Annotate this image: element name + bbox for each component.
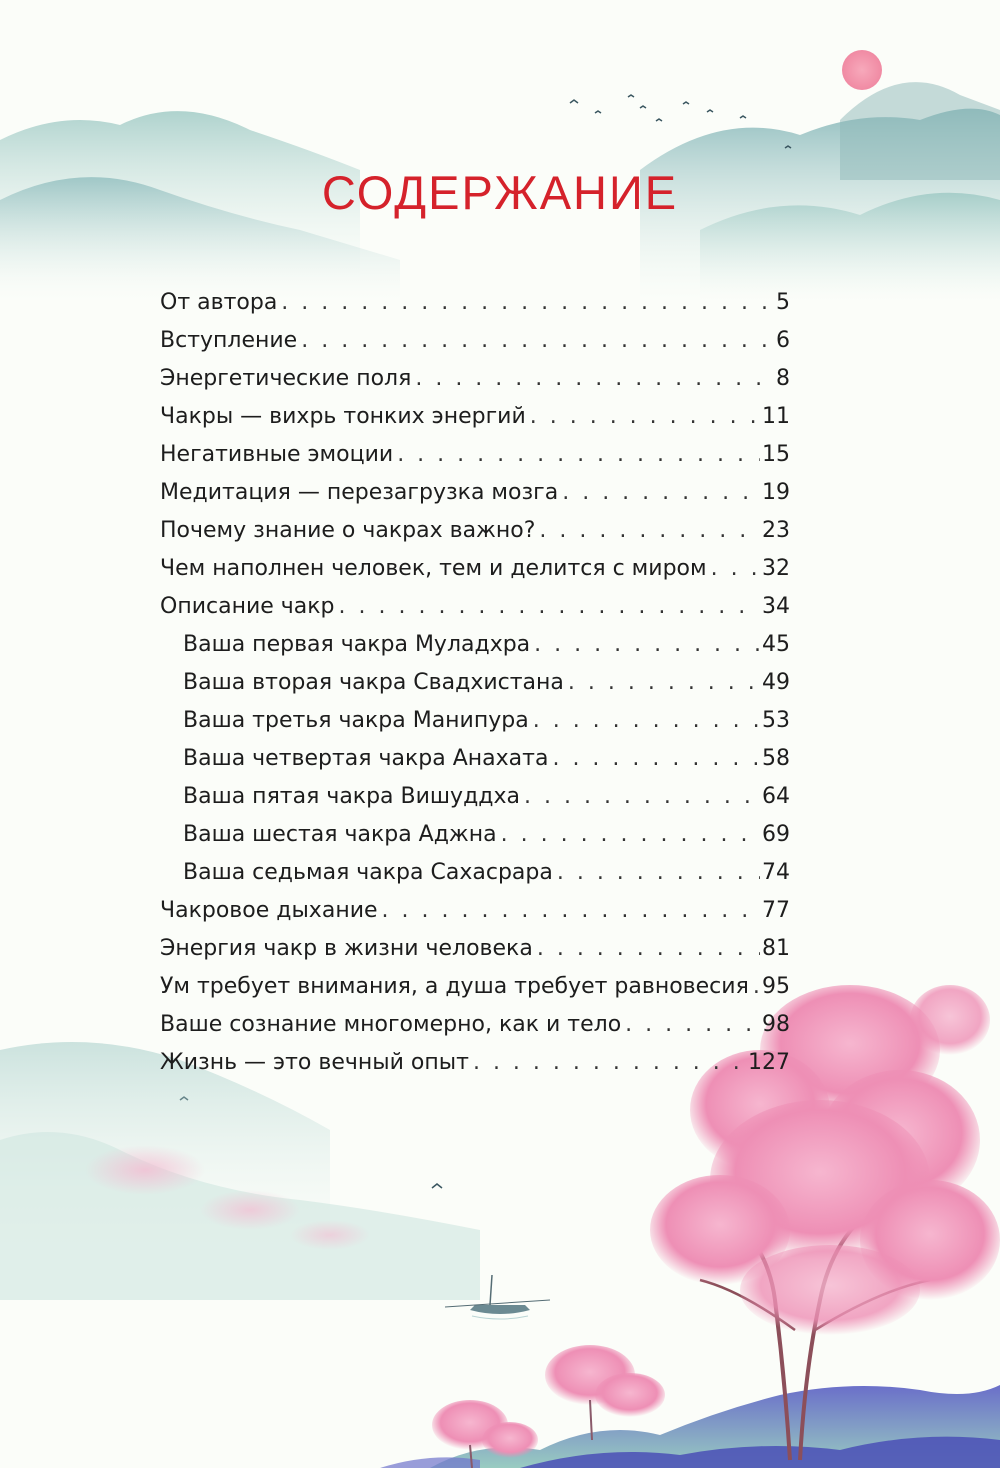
sun-shape bbox=[842, 50, 882, 90]
toc-entry[interactable] bbox=[160, 366, 790, 404]
dot-leader bbox=[625, 1012, 760, 1037]
toc-entry-page-number: 23 bbox=[762, 518, 790, 543]
dot-leader bbox=[415, 366, 774, 391]
toc-entry[interactable] bbox=[160, 860, 790, 898]
toc-entry[interactable] bbox=[160, 594, 790, 632]
dot-leader bbox=[552, 746, 760, 771]
dot-leader bbox=[530, 404, 760, 429]
toc-entry-label: Вступление bbox=[160, 328, 298, 353]
toc-entry-label: Ваша пятая чакра Вишуддха bbox=[183, 784, 520, 809]
dot-leader bbox=[711, 556, 760, 581]
toc-entry[interactable] bbox=[160, 1050, 790, 1088]
toc-entry[interactable] bbox=[160, 556, 790, 594]
dot-leader bbox=[534, 632, 760, 657]
table-of-contents bbox=[160, 290, 790, 1088]
toc-entry-page-number: 6 bbox=[776, 328, 790, 353]
toc-entry[interactable] bbox=[160, 518, 790, 556]
dot-leader bbox=[557, 860, 760, 885]
toc-entry[interactable] bbox=[160, 404, 790, 442]
toc-entry-page-number: 127 bbox=[748, 1050, 790, 1075]
toc-entry-page-number: 11 bbox=[762, 404, 790, 429]
dot-leader bbox=[562, 480, 760, 505]
page-title: СОДЕРЖАНИЕ bbox=[321, 166, 679, 219]
dot-leader bbox=[397, 442, 760, 467]
dot-leader bbox=[524, 784, 760, 809]
toc-entry[interactable] bbox=[160, 290, 790, 328]
toc-entry-label: Ваша вторая чакра Свадхистана bbox=[183, 670, 564, 695]
toc-entry-page-number: 81 bbox=[762, 936, 790, 961]
toc-entry-page-number: 77 bbox=[762, 898, 790, 923]
toc-entry[interactable] bbox=[160, 708, 790, 746]
toc-entry[interactable] bbox=[160, 442, 790, 480]
toc-entry[interactable] bbox=[160, 480, 790, 518]
toc-entry-label: Жизнь — это вечный опыт bbox=[160, 1050, 469, 1075]
toc-entry-page-number: 45 bbox=[762, 632, 790, 657]
dot-leader bbox=[339, 594, 760, 619]
toc-entry[interactable] bbox=[160, 670, 790, 708]
dot-leader bbox=[301, 328, 774, 353]
toc-entry[interactable] bbox=[160, 632, 790, 670]
toc-entry-label: Ваша третья чакра Манипура bbox=[183, 708, 529, 733]
dot-leader bbox=[473, 1050, 746, 1075]
toc-entry[interactable] bbox=[160, 936, 790, 974]
toc-entry-page-number: 49 bbox=[762, 670, 790, 695]
toc-entry-page-number: 69 bbox=[762, 822, 790, 847]
toc-entry-label: Энергия чакр в жизни человека bbox=[160, 936, 533, 961]
toc-entry-label: Ваше сознание многомерно, как и тело bbox=[160, 1012, 622, 1037]
toc-entry[interactable] bbox=[160, 784, 790, 822]
toc-entry[interactable] bbox=[160, 746, 790, 784]
toc-entry[interactable] bbox=[160, 1012, 790, 1050]
toc-entry[interactable] bbox=[160, 822, 790, 860]
toc-entry-label: Ваша шестая чакра Аджна bbox=[183, 822, 497, 847]
toc-entry-label: Чем наполнен человек, тем и делится с миром bbox=[160, 556, 707, 581]
toc-entry-page-number: 19 bbox=[762, 480, 790, 505]
toc-entry-label: От автора bbox=[160, 290, 278, 315]
toc-entry-label: Ум требует внимания, а душа требует равновесия bbox=[160, 974, 749, 999]
dot-leader bbox=[281, 290, 774, 315]
dot-leader bbox=[382, 898, 760, 923]
toc-entry-label: Ваша первая чакра Муладхра bbox=[183, 632, 531, 657]
toc-entry-page-number: 74 bbox=[762, 860, 790, 885]
toc-entry-label: Энергетические поля bbox=[160, 366, 412, 391]
toc-entry[interactable] bbox=[160, 974, 790, 1012]
toc-entry-page-number: 32 bbox=[762, 556, 790, 581]
toc-entry-label: Чакровое дыхание bbox=[160, 898, 378, 923]
toc-entry-page-number: 98 bbox=[762, 1012, 790, 1037]
toc-entry-page-number: 53 bbox=[762, 708, 790, 733]
dot-leader bbox=[533, 708, 760, 733]
toc-entry-page-number: 8 bbox=[776, 366, 790, 391]
toc-entry-page-number: 15 bbox=[762, 442, 790, 467]
toc-entry[interactable] bbox=[160, 328, 790, 366]
toc-entry-label: Почему знание о чакрах важно? bbox=[160, 518, 536, 543]
toc-entry-label: Негативные эмоции bbox=[160, 442, 394, 467]
toc-entry-page-number: 64 bbox=[762, 784, 790, 809]
dot-leader bbox=[537, 936, 760, 961]
toc-entry-page-number: 34 bbox=[762, 594, 790, 619]
toc-entry-page-number: 58 bbox=[762, 746, 790, 771]
toc-entry-label: Описание чакр bbox=[160, 594, 335, 619]
toc-entry-label: Ваша седьмая чакра Сахасрара bbox=[183, 860, 553, 885]
toc-entry[interactable] bbox=[160, 898, 790, 936]
toc-entry-label: Ваша четвертая чакра Анахата bbox=[183, 746, 549, 771]
toc-entry-page-number: 95 bbox=[762, 974, 790, 999]
dot-leader bbox=[753, 974, 760, 999]
dot-leader bbox=[568, 670, 760, 695]
toc-entry-label: Медитация — перезагрузка мозга bbox=[160, 480, 559, 505]
toc-entry-label: Чакры — вихрь тонких энергий bbox=[160, 404, 526, 429]
dot-leader bbox=[501, 822, 760, 847]
toc-entry-page-number: 5 bbox=[776, 290, 790, 315]
dot-leader bbox=[539, 518, 760, 543]
